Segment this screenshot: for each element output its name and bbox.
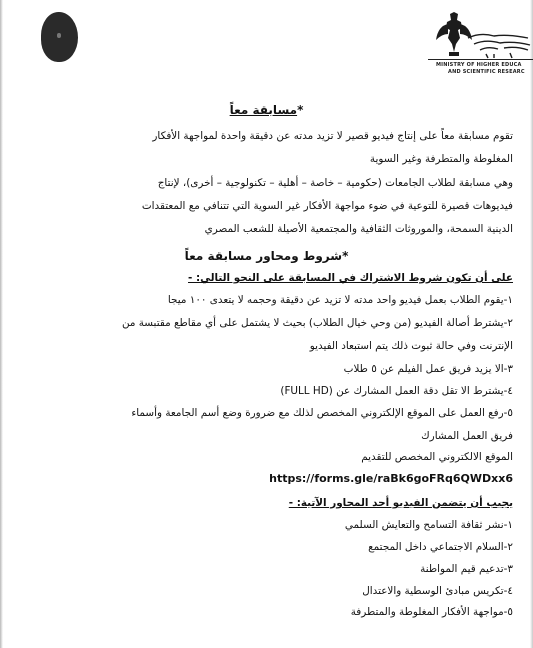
scan-edge-left — [0, 0, 3, 648]
letterhead-rule — [428, 59, 533, 60]
section-title-text: شروط ومحاور مسابقة معاً — [184, 249, 343, 263]
description-paragraph-line1: وهي مسابقة لطلاب الجامعات (حكومية – خاصة – أهلية – تكنولوجية – أخرى)، لإنتاج — [157, 177, 513, 189]
condition-item-1: ١-يقوم الطلاب بعمل فيديو واحد مدته لا تزيد عن دقيقة وحجمه لا يتعدى ١٠٠ ميجا — [167, 294, 513, 306]
description-paragraph-line2: فيديوهات قصيرة للتوعية في ضوء مواجهة الأفكار غير السوية التي تتنافي مع المعتقدات — [141, 200, 513, 212]
condition-item-3: ٣-الا يزيد فريق عمل الفيلم عن ٥ طلاب — [343, 363, 513, 375]
condition-item-2-line2: الإنترنت وفي حالة ثبوت ذلك يتم استبعاد الفيديو — [309, 340, 513, 352]
conditions-intro: على أن تكون شروط الاشتراك في المسابقة على النحو التالي: - — [188, 272, 513, 284]
ministry-name-line2: AND SCIENTIFIC RESEARC — [448, 69, 525, 75]
description-paragraph-line3: الدينية السمحة، والموروثات الثقافية والمجتمعية الأصيلة للشعب المصري — [204, 223, 513, 235]
section-title-text: مسابقة معاً — [229, 103, 298, 117]
condition-item-5-line1: ٥-رفع العمل على الموقع الإلكتروني المخصص لذلك مع ضرورة وضع أسم الجامعة وأسماء — [131, 407, 513, 419]
ministry-name-line1: MINISTRY OF HIGHER EDUCA — [436, 62, 522, 68]
submission-site-link[interactable]: https://forms.gle/raBk6goFRq6QWDxx6 — [269, 472, 513, 485]
topic-item: ٤-تكريس مبادئ الوسطية والاعتدال — [362, 585, 513, 597]
topic-item: ٣-تدعيم قيم المواطنة — [420, 563, 513, 575]
condition-item-4: ٤-يشترط الا تقل دقة العمل المشارك عن (FULL HD) — [280, 385, 513, 397]
condition-item-5-line2: فريق العمل المشارك — [421, 430, 513, 442]
condition-item-2-line1: ٢-يشترط أصالة الفيديو (من وحي خيال الطلاب) بحيث لا يشتمل على أي مقاطع مقتبسة من — [121, 317, 513, 329]
intro-paragraph-line2: المغلوطة والمتطرفة وغير السوية — [369, 153, 513, 165]
section-title-conditions: *شروط ومحاور مسابقة معاً — [184, 249, 349, 263]
intro-paragraph-line1: تقوم مسابقة معاً على إنتاج فيديو قصير لا تزيد مدته عن دقيقة واحدة لمواجهة الأفكار — [152, 130, 513, 142]
topic-item: ٥-مواجهة الأفكار المغلوطة والمتطرفة — [350, 606, 513, 618]
topic-item: ٢-السلام الاجتماعي داخل المجتمع — [368, 541, 513, 553]
dark-blot-icon — [41, 12, 78, 62]
topic-item: ١-نشر ثقافة التسامح والتعايش السلمي — [344, 519, 513, 531]
topics-intro: يجيب أن يتضمن الفيديو أحد المحاور الآتية: - — [288, 497, 513, 509]
section-title-competition: *مسابقة معاً — [229, 103, 304, 117]
submission-site-label: الموقع الالكتروني المخصص للتقديم — [361, 451, 513, 463]
